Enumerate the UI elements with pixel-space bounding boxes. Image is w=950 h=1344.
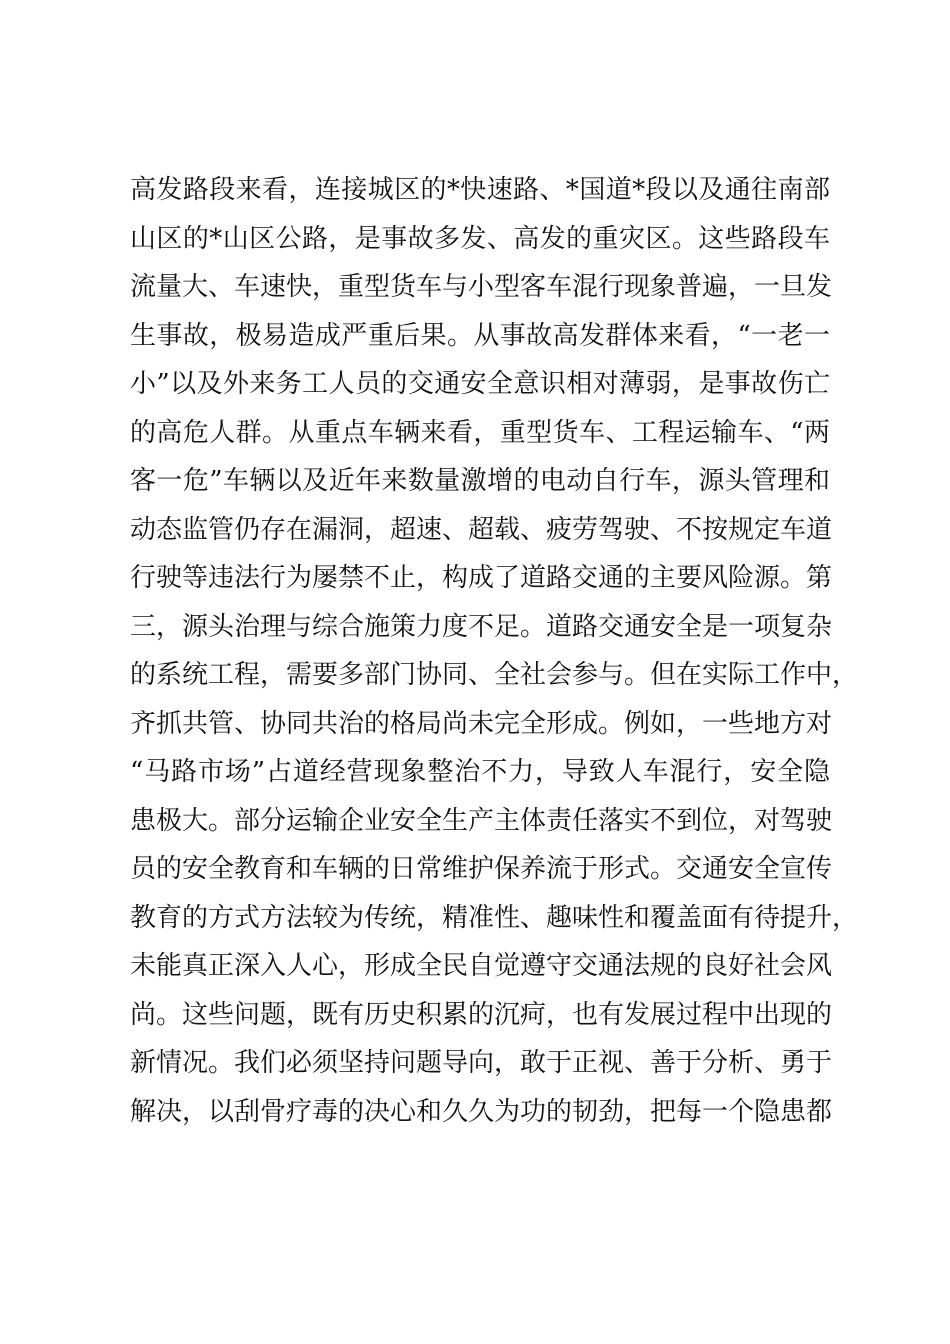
text-line-8: 动态监管仍存在漏洞，超速、超载、疲劳驾驶、不按规定车道 xyxy=(130,514,833,545)
text-line-13: “马路市场”占道经营现象整治不力，导致人车混行，安全隐 xyxy=(130,757,830,787)
text-line-20: 解决，以刮骨疗毒的决心和久久为功的韧劲，把每一个隐患都 xyxy=(130,1096,833,1127)
text-line-9: 行驶等违法行为屡禁不止，构成了道路交通的主要风险源。第 xyxy=(130,563,833,593)
text-line-17: 未能真正深入人心，形成全民自觉遵守交通法规的良好社会风 xyxy=(130,951,833,981)
text-line-3: 流量大、车速快，重型货车与小型客车混行现象普遍，一旦发 xyxy=(130,272,833,302)
text-line-16: 教育的方式方法较为传统，精准性、趣味性和覆盖面有待提升， xyxy=(130,902,859,933)
text-line-19: 新情况。我们必须坚持问题导向，敢于正视、善于分析、勇于 xyxy=(130,1048,833,1078)
body-text xyxy=(130,166,859,1136)
text-line-15: 员的安全教育和车辆的日常维护保养流于形式。交通安全宣传 xyxy=(130,854,833,884)
text-line-1: 高发路段来看，连接城区的*快速路、*国道*段以及通往南部 xyxy=(130,175,830,205)
text-line-14: 患极大。部分运输企业安全生产主体责任落实不到位，对驾驶 xyxy=(130,805,833,836)
text-line-5: 小”以及外来务工人员的交通安全意识相对薄弱，是事故伤亡 xyxy=(130,369,830,399)
text-line-12: 齐抓共管、协同共治的格局尚未完全形成。例如，一些地方对 xyxy=(130,708,833,739)
text-line-18: 尚。这些问题，既有历史积累的沉疴，也有发展过程中出现的 xyxy=(130,999,833,1030)
text-line-2: 山区的*山区公路，是事故多发、高发的重灾区。这些路段车 xyxy=(130,223,830,254)
text-line-6: 的高危人群。从重点车辆来看，重型货车、工程运输车、“两 xyxy=(130,417,830,448)
text-line-11: 的系统工程，需要多部门协同、全社会参与。但在实际工作中， xyxy=(130,660,859,690)
text-line-7: 客一危”车辆以及近年来数量激增的电动自行车，源头管理和 xyxy=(130,466,830,496)
text-line-10: 三，源头治理与综合施策力度不足。道路交通安全是一项复杂 xyxy=(130,611,833,642)
text-line-4: 生事故，极易造成严重后果。从事故高发群体来看，“一老一 xyxy=(130,320,830,351)
